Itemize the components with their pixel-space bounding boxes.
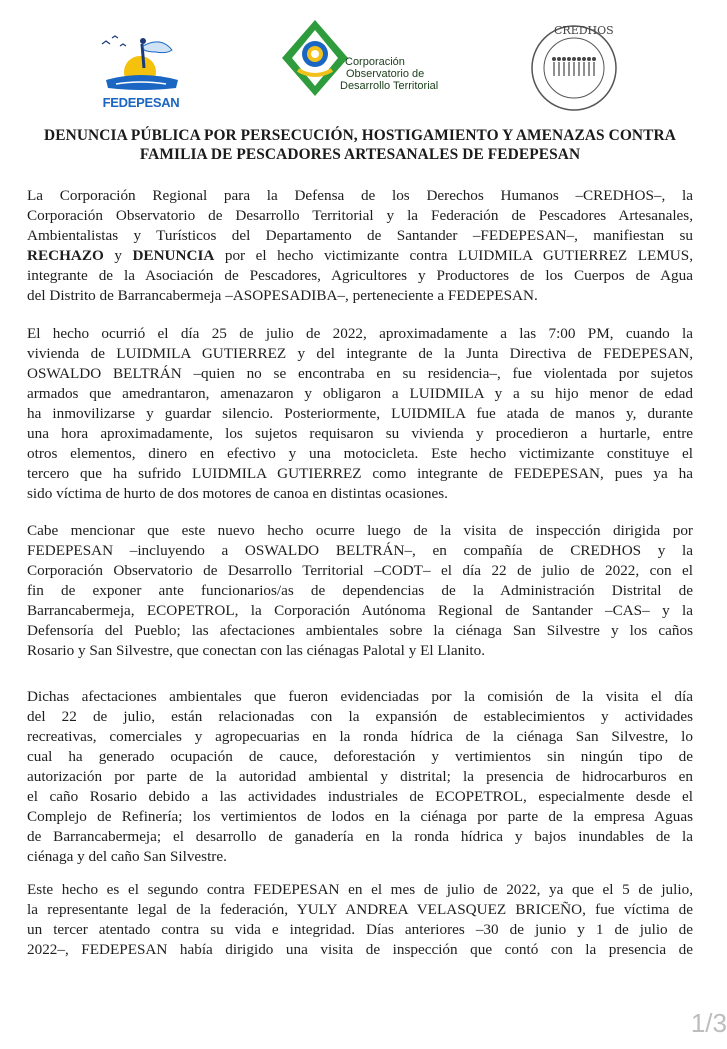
rechazo-bold: RECHAZO	[27, 246, 104, 264]
credhos-seal	[524, 14, 624, 114]
p5-line-3: un tercer atentado contra su vida e integridad. Días anteriores –30 de junio y 1 de julio de	[27, 920, 693, 938]
p2-line-6: una hora aproximadamente, los sujetos requisaron su vivienda y procedieron a hurtarle, entre	[27, 424, 693, 442]
credhos-seal-icon	[524, 14, 624, 114]
p1-line-3: Ambientalistas y Turísticos del Departamento de Santander –FEDEPESAN–, manifiestan su	[27, 226, 693, 244]
p4-line-5: autorización por parte de la autoridad ambiental y distrital; la presencia de hidrocarburos en	[27, 767, 693, 785]
header-logos	[0, 0, 719, 120]
codt-logo	[280, 18, 460, 108]
p4-line-8: de Barrancabermeja; el desarrollo de ganadería en la ronda hídrica y bajos inundables de la	[27, 827, 693, 845]
p4-line-9: ciénaga y del caño San Silvestre.	[27, 847, 227, 865]
p3-line-2: FEDEPESAN –incluyendo a OSWALDO BELTRÁN–, en compañía de CREDHOS y la	[27, 541, 693, 559]
p2-line-5: ha inmovilizarse y guardar silencio. Posteriormente, LUIDMILA fue atada de manos y, durante	[27, 404, 693, 422]
fisherman-icon	[96, 30, 186, 94]
p5-line-4: 2022–, FEDEPESAN había dirigido una visita de inspección que contó con la presencia de	[27, 940, 693, 958]
p3-line-7: Rosario y San Silvestre, que conectan con las ciénagas Palotal y El Llanito.	[27, 641, 486, 659]
p2-line-1: El hecho ocurrió el día 25 de julio de 2022, aproximadamente a las 7:00 PM, cuando la	[27, 325, 693, 342]
title-line-2: FAMILIA DE PESCADORES ARTESANALES DE FEDEPESAN	[139, 146, 581, 163]
p5-line-2: la representante legal de la federación, YULY ANDREA VELASQUEZ BRICEÑO, fue víctima de	[27, 900, 693, 918]
p1-line-2: Corporación Observatorio de Desarrollo Territorial y la Federación de Pescadores Artesanales,	[27, 206, 693, 224]
p3-line-5: Barrancabermeja, ECOPETROL, la Corporación Autónoma Regional de Santander –CAS– y la	[27, 601, 693, 619]
p1-line-1: La Corporación Regional para la Defensa de los Derechos Humanos –CREDHOS–, la	[27, 187, 693, 204]
p2-line-8: tercero que ha sufrido LUIDMILA GUTIERREZ como integrante de FEDEPESAN, pues ya ha	[27, 464, 693, 482]
codt-line-1: Corporación	[345, 56, 405, 68]
denuncia-bold: DENUNCIA	[132, 246, 215, 264]
paragraph-1	[27, 186, 693, 306]
p4-line-6: el caño Rosario debido a las actividades industriales de ECOPETROL, especialmente desde el	[27, 787, 693, 805]
paragraph-4	[27, 687, 693, 866]
p1-line-6: del Distrito de Barrancabermeja –ASOPESADIBA–, perteneciente a FEDEPESAN.	[27, 286, 538, 304]
p3-line-3: Corporación Observatorio de Desarrollo Territorial –CODT– el día 22 de julio de 2022, con el	[27, 561, 693, 579]
p1-line-4	[27, 246, 693, 266]
p2-line-3: OSWALDO BELTRÁN –quien no se encontraba en su residencia–, fue violentada por sujetos	[27, 364, 693, 382]
p4-line-3: recreativas, comerciales y agropecuarias en la ronda hídrica de la ciénaga San Silvestre, lo	[27, 727, 693, 745]
paragraph-3	[27, 521, 693, 661]
p5-line-1: Este hecho es el segundo contra FEDEPESAN en el mes de julio de 2022, ya que el 5 de julio,	[27, 881, 693, 898]
paragraph-2	[27, 324, 693, 503]
p1-line-4-rest: por el hecho victimizante contra LUIDMILA GUTIERREZ LEMUS,	[214, 246, 693, 264]
p2-line-7: otros elementos, dinero en efectivo y una motocicleta. Este hecho victimizante constituye el	[27, 444, 693, 462]
page-indicator: 1/3	[690, 1008, 727, 1038]
p4-line-7: Complejo de Refinería; los vertimientos de lodos en la ciénaga por parte de la empresa Aguas	[27, 807, 693, 825]
p2-line-4: armados que amedrantaron, amenazaron y obligaron a LUIDMILA y a su hijo menor de edad	[27, 384, 693, 402]
p4-line-4: cual ha generado ocupación de cauce, deforestación y vertimientos sin ningún tipo de	[27, 747, 693, 765]
p3-line-6: Defensoría del Pueblo; las afectaciones ambientales sobre la ciénaga San Silvestre y los caños	[27, 621, 693, 639]
p4-line-2: del 22 de julio, están relacionadas con la expansión de establecimientos y actividades	[27, 707, 693, 725]
p4-line-1: Dichas afectaciones ambientales que fueron evidenciadas por la comisión de la visita el día	[27, 688, 693, 705]
document-title	[24, 126, 696, 164]
codt-line-2: Observatorio de	[346, 68, 425, 80]
codt-logo-text	[340, 56, 438, 92]
credhos-name: CREDHOS	[554, 24, 614, 37]
title-line-1: DENUNCIA PÚBLICA POR PERSECUCIÓN, HOSTIGAMIENTO Y AMENAZAS CONTRA	[44, 127, 676, 144]
p2-line-9: sido víctima de hurto de dos motores de canoa en distintas ocasiones.	[27, 484, 448, 502]
p1-line-4-mid: y	[103, 246, 133, 264]
p3-line-4: fin de exponer ante funcionarios/as de dependencias de la Administración Distrital de	[27, 581, 693, 599]
p3-line-1: Cabe mencionar que este nuevo hecho ocurre luego de la visita de inspección dirigida por	[27, 522, 693, 539]
p2-line-2: vivienda de LUIDMILA GUTIERREZ y del integrante de la Junta Directiva de FEDEPESAN,	[27, 344, 693, 362]
fedepesan-logo	[96, 30, 186, 110]
p1-line-5: integrante de la Asociación de Pescadores, Agricultores y Productores de los Cuerpos de Agua	[27, 266, 693, 284]
fedepesan-logo-text: FEDEPESAN	[102, 95, 180, 110]
codt-line-3: Desarrollo Territorial	[340, 80, 439, 92]
paragraph-5	[27, 880, 693, 960]
